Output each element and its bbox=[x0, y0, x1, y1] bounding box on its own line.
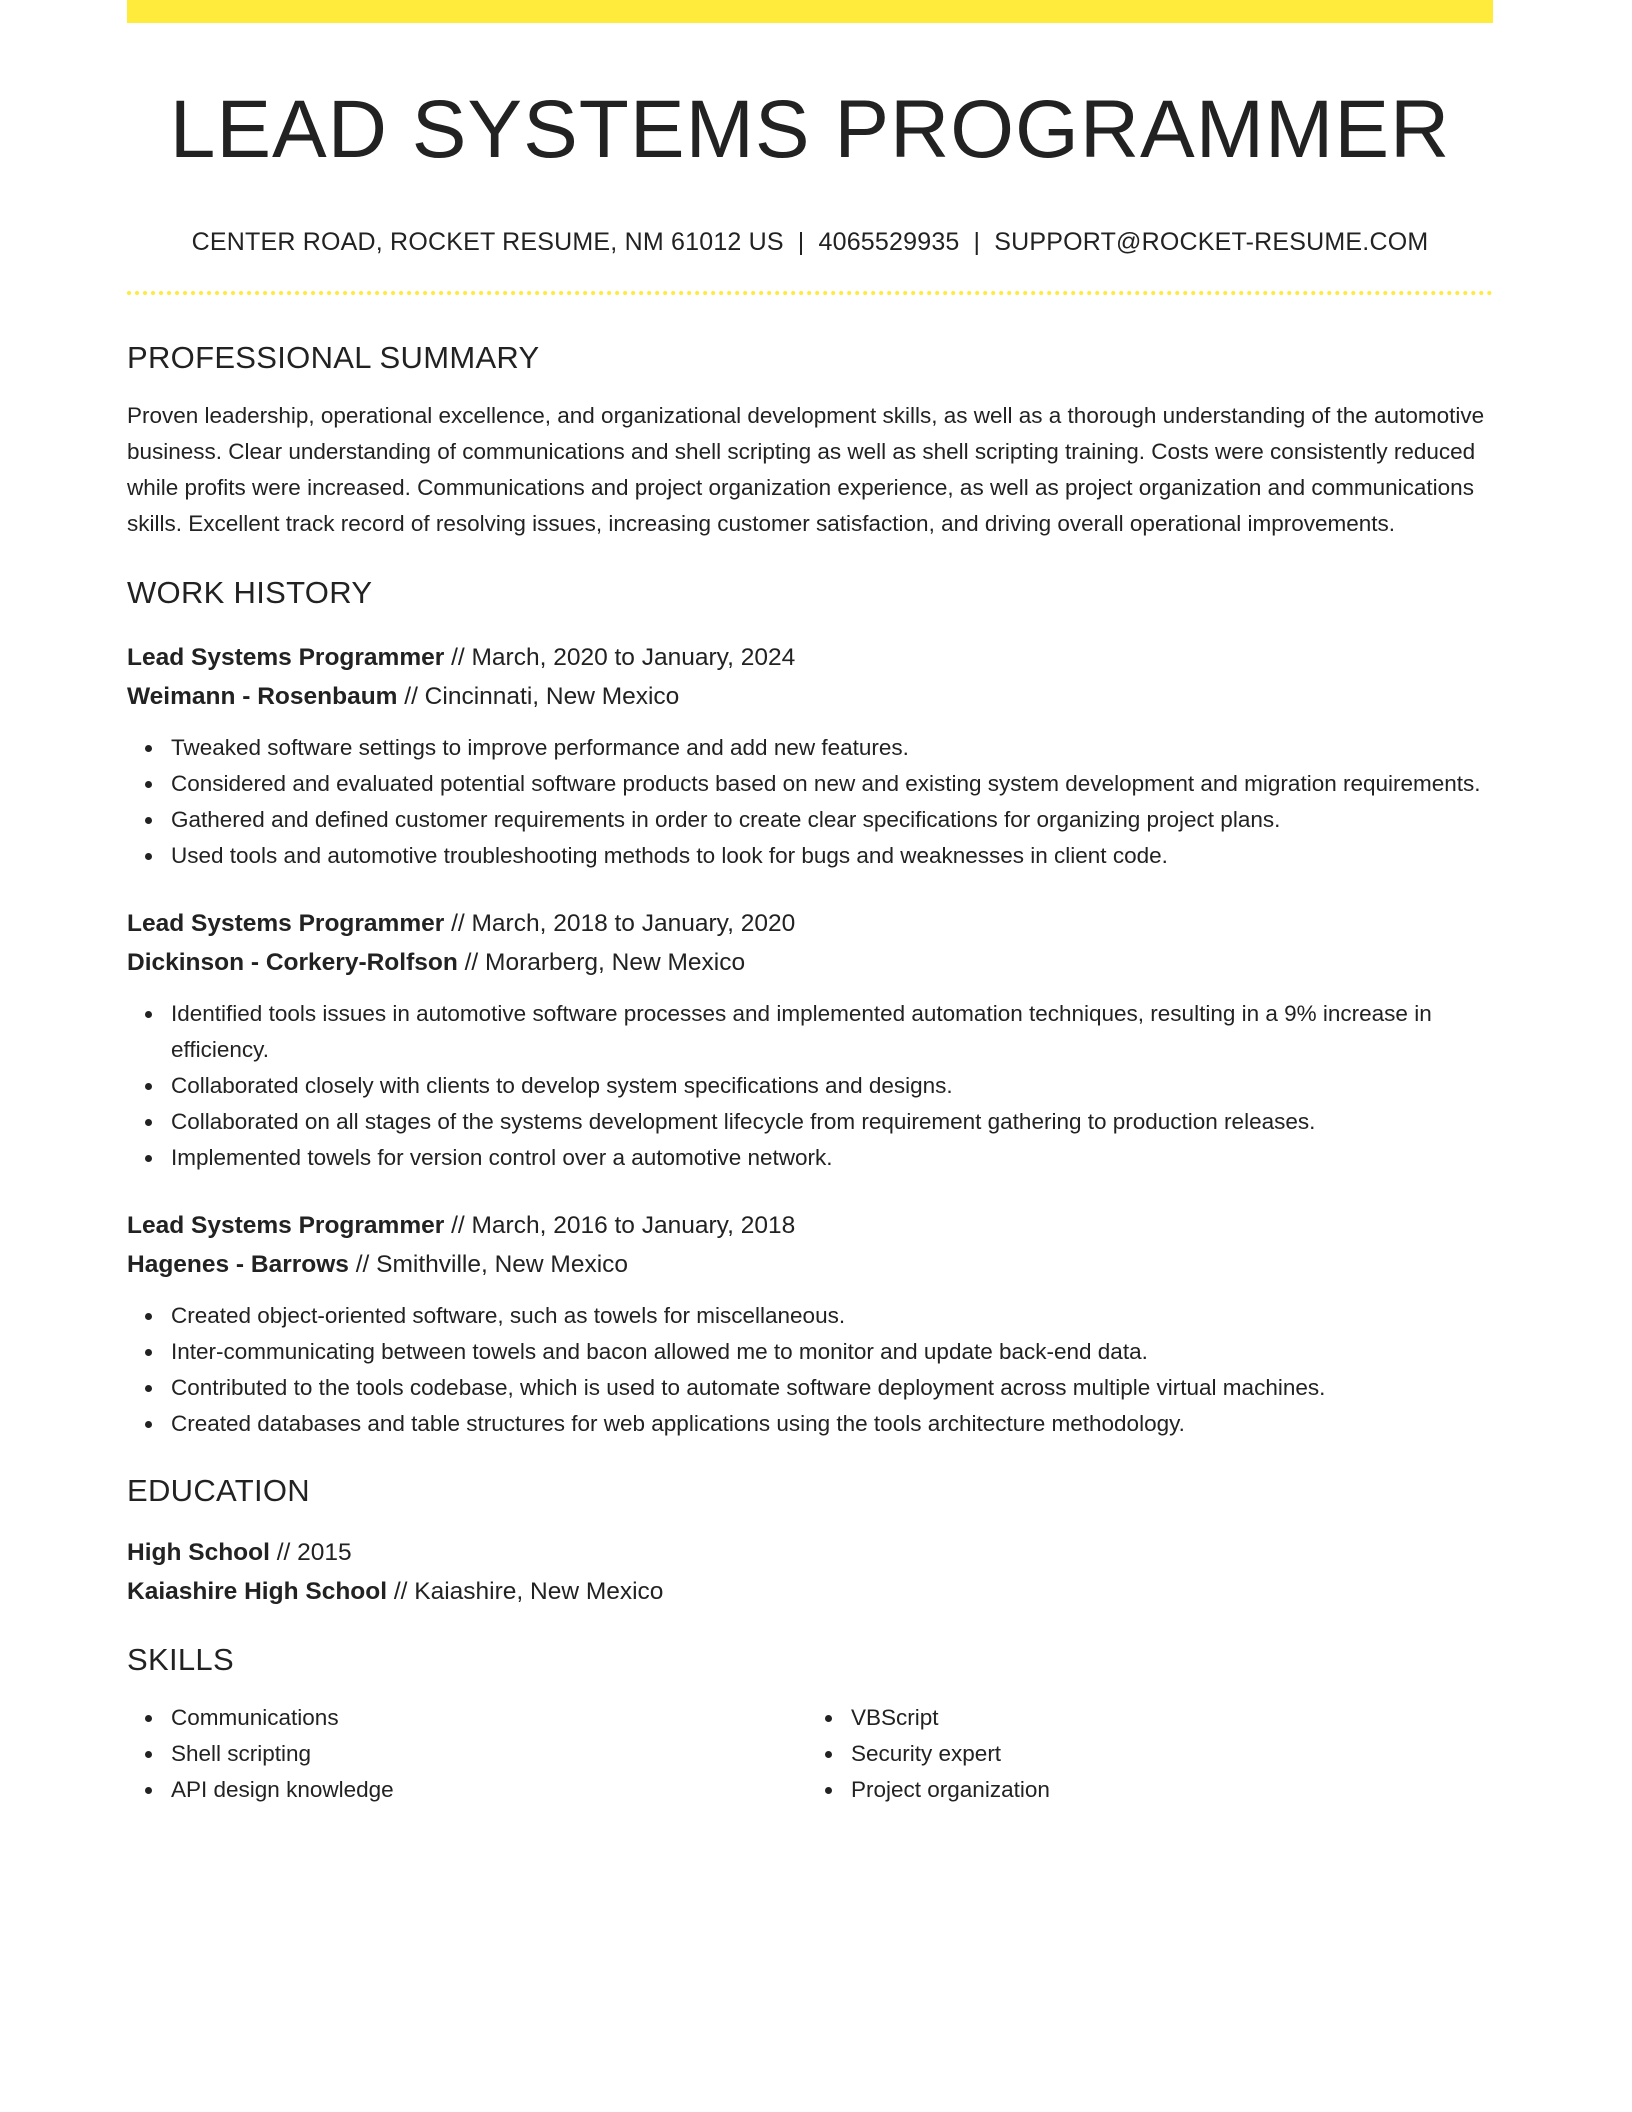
job-dates: // March, 2016 to January, 2018 bbox=[444, 1211, 796, 1239]
job-role: Lead Systems Programmer bbox=[127, 1211, 445, 1239]
contact-line bbox=[127, 227, 1493, 257]
education-location: // Kaiashire, New Mexico bbox=[387, 1577, 664, 1605]
work-history-heading: WORK HISTORY bbox=[127, 575, 373, 611]
job-entry bbox=[127, 1206, 1493, 1442]
list-item: Inter-communicating between towels and bacon allowed me to monitor and update back-end data. bbox=[171, 1334, 1493, 1370]
job-company: Dickinson - Corkery-Rolfson bbox=[127, 948, 458, 976]
skills-column-left bbox=[127, 1700, 799, 1808]
skills-heading: SKILLS bbox=[127, 1641, 234, 1677]
education-degree-line bbox=[127, 1533, 1493, 1572]
summary-text: Proven leadership, operational excellence, and organizational development skills, as well as a thorough understanding of the automotive business. Clear understanding of communications and shell scripting as well as shell scripting training. Costs were consistently reduced while profits were increased. Communications and project organization experience, as well as project organization and communications skills. Excellent track record of resolving issues, increasing customer satisfaction, and driving overall operational improvements. bbox=[127, 403, 1485, 537]
job-title-line bbox=[127, 1206, 1493, 1245]
job-bullets bbox=[127, 1298, 1493, 1442]
job-location: // Morarberg, New Mexico bbox=[457, 948, 746, 976]
list-item: Tweaked software settings to improve performance and add new features. bbox=[171, 730, 1493, 766]
list-item: Collaborated closely with clients to develop system specifications and designs. bbox=[171, 1068, 1493, 1104]
skill-item: Security expert bbox=[851, 1736, 1479, 1772]
summary-heading: PROFESSIONAL SUMMARY bbox=[127, 340, 540, 376]
contact-separator: | bbox=[973, 228, 981, 257]
skill-item: API design knowledge bbox=[171, 1772, 799, 1808]
job-dates: // March, 2020 to January, 2024 bbox=[444, 643, 796, 671]
top-accent-bar bbox=[127, 0, 1493, 23]
job-company-line bbox=[127, 677, 1493, 716]
job-role: Lead Systems Programmer bbox=[127, 909, 445, 937]
education-school: Kaiashire High School bbox=[127, 1577, 388, 1605]
contact-address: CENTER ROAD, ROCKET RESUME, NM 61012 US bbox=[191, 228, 784, 257]
skill-item: Shell scripting bbox=[171, 1736, 799, 1772]
skill-item: Communications bbox=[171, 1700, 799, 1736]
list-item: Identified tools issues in automotive software processes and implemented automation techniques, resulting in a 9% increase in efficiency. bbox=[171, 996, 1493, 1068]
resume-page bbox=[127, 0, 1493, 1808]
job-bullets bbox=[127, 730, 1493, 874]
job-company: Weimann - Rosenbaum bbox=[127, 682, 398, 710]
job-entry bbox=[127, 904, 1493, 1176]
education-school-line bbox=[127, 1572, 1493, 1611]
contact-email: SUPPORT@ROCKET-RESUME.COM bbox=[994, 228, 1429, 257]
list-item: Collaborated on all stages of the systems development lifecycle from requirement gathering to production releases. bbox=[171, 1104, 1493, 1140]
job-location: // Smithville, New Mexico bbox=[348, 1250, 629, 1278]
job-role: Lead Systems Programmer bbox=[127, 643, 445, 671]
job-company-line bbox=[127, 943, 1493, 982]
education-year: // 2015 bbox=[269, 1538, 352, 1566]
list-item: Created databases and table structures for web applications using the tools architecture methodology. bbox=[171, 1406, 1493, 1442]
job-title-line bbox=[127, 904, 1493, 943]
education-heading: EDUCATION bbox=[127, 1472, 310, 1508]
list-item: Implemented towels for version control over a automotive network. bbox=[171, 1140, 1493, 1176]
dotted-divider bbox=[127, 291, 1493, 295]
skill-item: VBScript bbox=[851, 1700, 1479, 1736]
resume-name: LEAD SYSTEMS PROGRAMMER bbox=[169, 84, 1451, 175]
skills-list bbox=[127, 1700, 1493, 1808]
job-dates: // March, 2018 to January, 2020 bbox=[444, 909, 796, 937]
list-item: Gathered and defined customer requirements in order to create clear specifications for organizing project plans. bbox=[171, 802, 1493, 838]
list-item: Used tools and automotive troubleshooting methods to look for bugs and weaknesses in client code. bbox=[171, 838, 1493, 874]
contact-phone: 4065529935 bbox=[818, 228, 960, 257]
list-item: Considered and evaluated potential software products based on new and existing system development and migration requirements. bbox=[171, 766, 1493, 802]
list-item: Contributed to the tools codebase, which is used to automate software deployment across multiple virtual machines. bbox=[171, 1370, 1493, 1406]
contact-separator: | bbox=[797, 228, 805, 257]
skill-item: Project organization bbox=[851, 1772, 1479, 1808]
job-entry bbox=[127, 638, 1493, 874]
job-company: Hagenes - Barrows bbox=[127, 1250, 349, 1278]
job-title-line bbox=[127, 638, 1493, 677]
list-item: Created object-oriented software, such as towels for miscellaneous. bbox=[171, 1298, 1493, 1334]
skills-column-right bbox=[799, 1700, 1479, 1808]
job-company-line bbox=[127, 1245, 1493, 1284]
job-location: // Cincinnati, New Mexico bbox=[397, 682, 680, 710]
job-bullets bbox=[127, 996, 1493, 1176]
education-entry bbox=[127, 1533, 1493, 1611]
education-degree: High School bbox=[127, 1538, 270, 1566]
